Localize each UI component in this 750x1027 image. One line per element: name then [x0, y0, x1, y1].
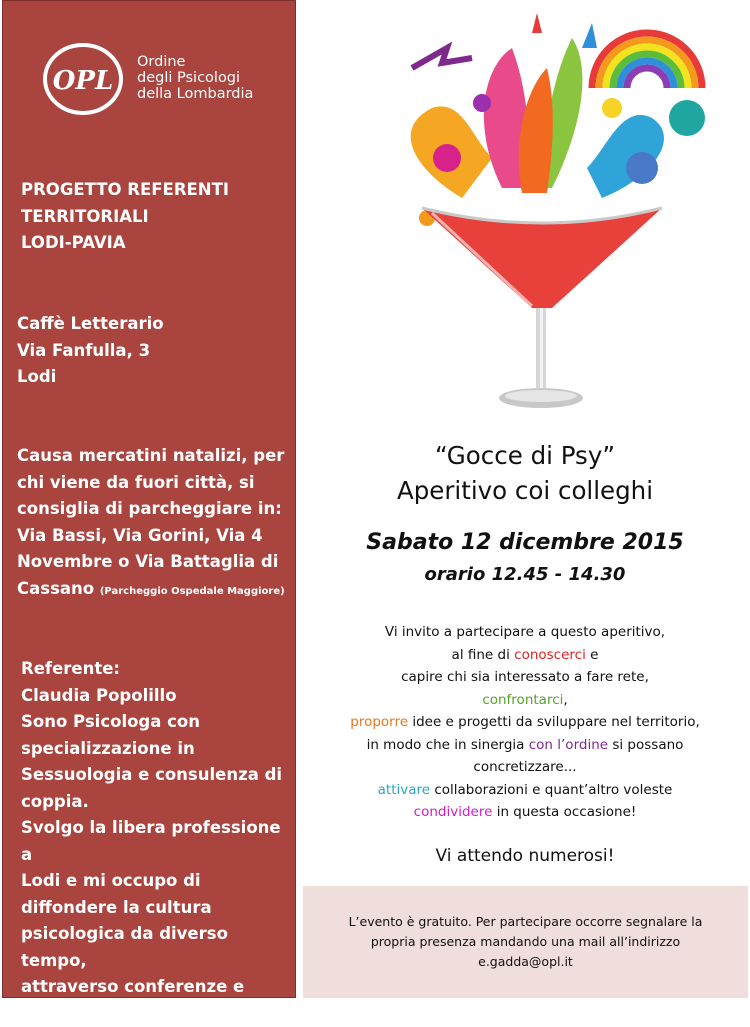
venue-address: Caffè Letterario Via Fanfulla, 3 Lodi	[17, 314, 164, 386]
parking-note: (Parcheggio Ospedale Maggiore)	[99, 585, 285, 597]
opl-logo	[41, 41, 281, 121]
invite-text: Vi invito a partecipare a questo aperitivo, al fine di conoscerci e capire chi sia interessato a fare rete, confrontarci, proporre idee e progetti da sviluppare nel territorio, in modo che in sinergia con l’ordine si possano concretizzare... attivare collaborazioni e quant’altro voleste condividere in questa occasione!	[350, 624, 700, 820]
rainbow-icon	[592, 33, 702, 88]
martini-glass-icon	[422, 208, 662, 408]
contact-email[interactable]: e.gadda@opl.it	[478, 954, 573, 969]
event-time: orario 12.45 - 14.30	[424, 564, 626, 585]
project-title: PROGETTO REFERENTI TERRITORIALI LODI-PAVIA	[21, 180, 229, 252]
closing-line: Vi attendo numerosi!	[435, 846, 615, 866]
event-date: Sabato 12 dicembre 2015	[366, 530, 684, 555]
footer-info-box: L’evento è gratuito. Per partecipare occorre segnalare la propria presenza mandando una mail all’indirizzo e.gadda@opl.it	[303, 886, 748, 998]
parking-info: Causa mercatini natalizi, per chi viene da fuori città, si consiglia di parcheggiare in: Via Bassi, Via Gorini, Via 4 Novembre o Via Battaglia di Cassano (Parcheggio Ospedale Maggiore)	[17, 446, 285, 598]
opl-logo-icon	[41, 41, 131, 121]
referent-bio: Referente: Claudia Popolillo Sono Psicologa con specializzazione in Sessuologia e consulenza di coppia. Svolgo la libera professione a Lodi e mi occupo di diffondere la cultura psicologica da diverso tempo, attraverso conferenze e articoli divulgativi.	[21, 659, 283, 1023]
sidebar	[2, 0, 296, 1023]
event-title: “Gocce di Psy” Aperitivo coi colleghi	[396, 441, 654, 505]
logo-org-name: Ordine degli Psicologi della Lombardia	[137, 54, 254, 102]
cocktail-splash-illustration	[352, 8, 732, 423]
logo-monogram: OPL	[52, 66, 114, 96]
